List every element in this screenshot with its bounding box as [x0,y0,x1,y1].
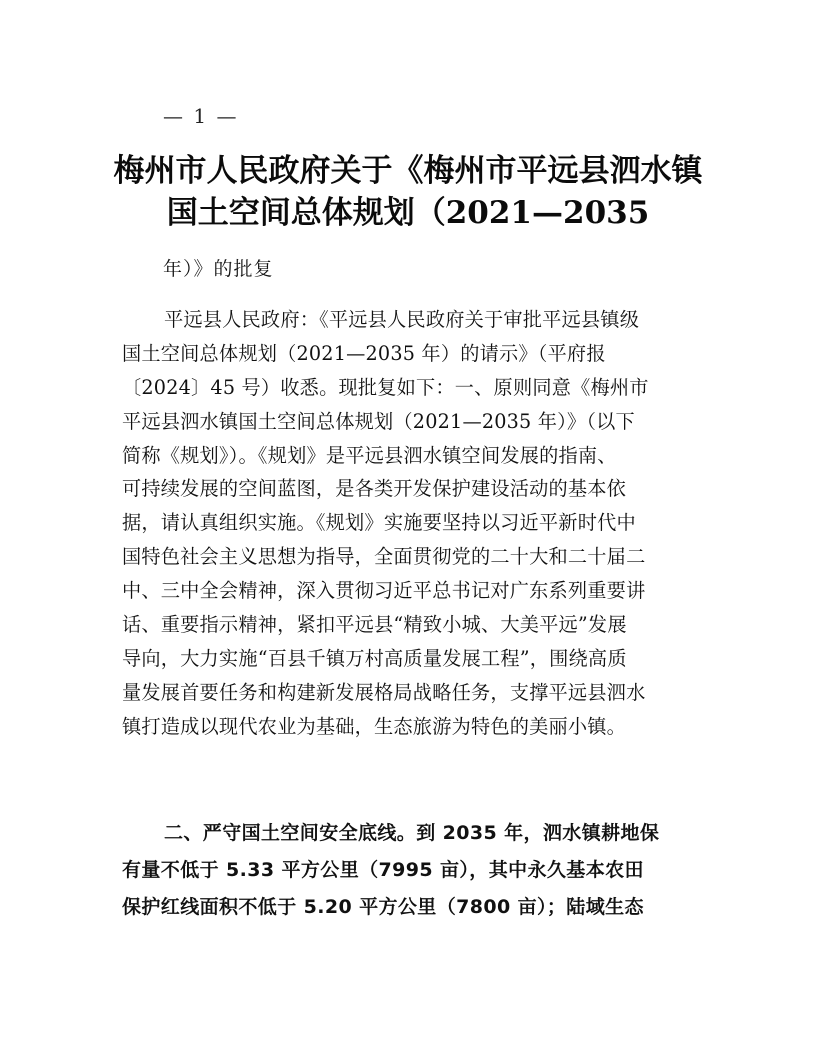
paragraph-line: 平远县泗水镇国土空间总体规划（2021—2035 年）》（以下 [122,409,635,433]
paragraph-line: 平远县人民政府：《平远县人民政府关于审批平远县镇级 [164,308,640,331]
paragraph-line: 国特色社会主义思想为指导，全面贯彻党的二十大和二十届二 [122,545,646,569]
page-number: — 1 — [163,104,239,128]
paragraph-line: 量发展首要任务和构建新发展格局战略任务，支撑平远县泗水 [122,680,646,704]
paragraph-line: 话、重要指示精神，紧扣平远县“精致小城、大美平远”发展 [122,613,627,637]
paragraph-line: 〔2024〕45 号）收悉。现批复如下：一、原则同意《梅州市 [122,375,649,399]
paragraph-line: 有量不低于 5.33 平方公里（7995 亩），其中永久基本农田 [122,859,644,881]
document-title-line-1: 梅州市人民政府关于《梅州市平远县泗水镇 [113,153,703,189]
paragraph-safety-baseline [122,815,702,926]
paragraph-line: 镇打造成以现代农业为基础，生态旅游为特色的美丽小镇。 [122,714,627,738]
paragraph-line: 据，请认真组织实施。《规划》实施要坚持以习近平新时代中 [122,511,636,535]
paragraph-line: 简称《规划》）。《规划》是平远县泗水镇空间发展的指南、 [122,443,617,467]
paragraph-line: 国土空间总体规划（2021—2035 年）的请示》（平府报 [122,341,606,365]
paragraph-line: 可持续发展的空间蓝图，是各类开发保护建设活动的基本依 [122,477,627,501]
document-title-line-3: 年）》的批复 [163,258,274,280]
paragraph-line: 保护红线面积不低于 5.20 平方公里（7800 亩）；陆域生态 [122,896,644,918]
document-title-line-2: 国土空间总体规划（2021—2035 [166,195,650,231]
paragraph-line: 中、三中全会精神，深入贯彻习近平总书记对广东系列重要讲 [122,579,646,603]
paragraph-line: 导向，大力实施“百县千镇万村高质量发展工程”，围绕高质 [122,646,627,670]
paragraph-line: 二、严守国土空间安全底线。到 2035 年，泗水镇耕地保 [164,822,660,844]
paragraph-approval [122,303,702,744]
